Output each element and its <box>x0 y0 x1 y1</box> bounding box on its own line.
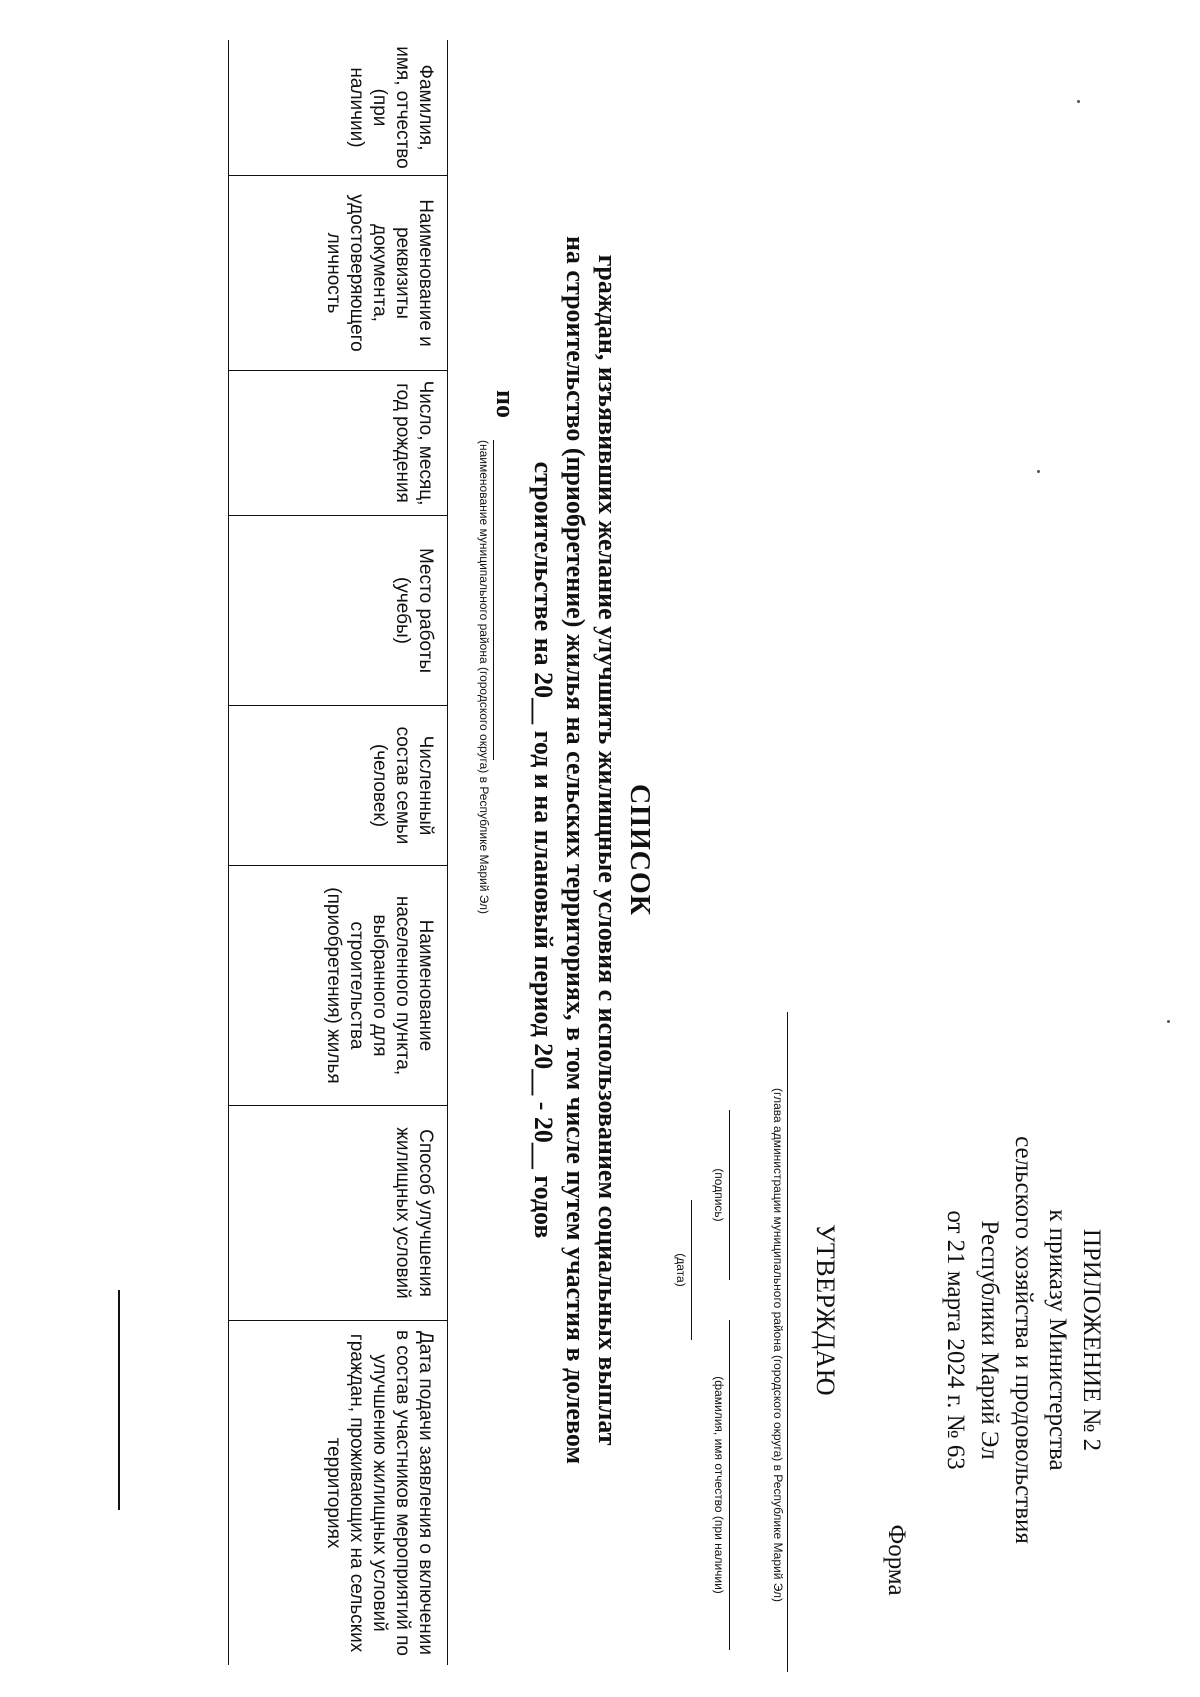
table-header-cell: Число, месяц, год рождения <box>229 370 447 515</box>
scan-speck <box>1167 1020 1170 1023</box>
head-signature-line <box>787 1012 788 1672</box>
title-word: СПИСОК <box>624 783 655 917</box>
header-line: Республики Марий Эл <box>976 1220 1003 1460</box>
signature-line <box>729 1110 730 1280</box>
header-line: сельского хозяйства и продовольствия <box>1010 1136 1037 1544</box>
scan-speck <box>1077 100 1080 103</box>
title-line: на строительство (приобретение) жилья на сельских территориях, в том числе путем участия в долевом <box>561 235 590 1465</box>
header-line: от 21 марта 2024 г. № 63 <box>942 1210 969 1470</box>
title-line: граждан, изъявивших желание улучшить жилищные условия с использованием социальных выплат <box>593 254 622 1446</box>
separator-line <box>119 1290 121 1510</box>
district-prefix: по <box>491 390 520 418</box>
approve-label: УТВЕРЖДАЮ <box>811 1223 840 1397</box>
district-caption: (наименование муниципального района (городского округа) в Республике Марий Эл) <box>477 440 491 914</box>
citizens-table-header <box>228 40 448 1665</box>
title-line: строительстве на 20__ год и на плановый период 20__ - 20__ годов <box>529 461 558 1239</box>
district-line <box>493 440 494 760</box>
table-header-cell: Место работы (учебы) <box>229 515 447 705</box>
name-caption: (фамилия, имя отчество (при наличии) <box>712 1376 726 1594</box>
header-line: к приказу Министерства <box>1044 1209 1071 1471</box>
header-line: ПРИЛОЖЕНИЕ № 2 <box>1078 1228 1105 1452</box>
name-line <box>729 1320 730 1650</box>
table-header-cell: Наименование и реквизиты документа, удостоверяющего личность <box>229 175 447 370</box>
district-row <box>477 300 520 1400</box>
table-header-cell: Фамилия, имя, отчество (при наличии) <box>346 46 436 169</box>
date-line <box>691 1200 692 1340</box>
date-caption: (дата) <box>674 1253 688 1287</box>
table-header-cell: Дата подачи заявления о включении в состав участников мероприятий по улучшению жилищных условий граждан, проживающих на сельских территориях <box>229 1320 447 1665</box>
appendix-header <box>938 1050 1108 1630</box>
head-caption: (глава администрации муниципального района (городского округа) в Республике Марий Эл) <box>771 1088 785 1602</box>
signature-caption: (подпись) <box>712 1168 726 1222</box>
document-title <box>527 40 655 1660</box>
table-header-cell: Способ улучшения жилищных условий <box>229 1105 447 1320</box>
scan-speck <box>1037 470 1040 473</box>
form-label: Форма <box>883 1524 910 1596</box>
table-header-cell: Численный состав семьи (человек) <box>229 705 447 865</box>
table-header-cell: Наименование населенного пункта, выбранного для строительства (приобретения) жилья <box>229 865 447 1105</box>
